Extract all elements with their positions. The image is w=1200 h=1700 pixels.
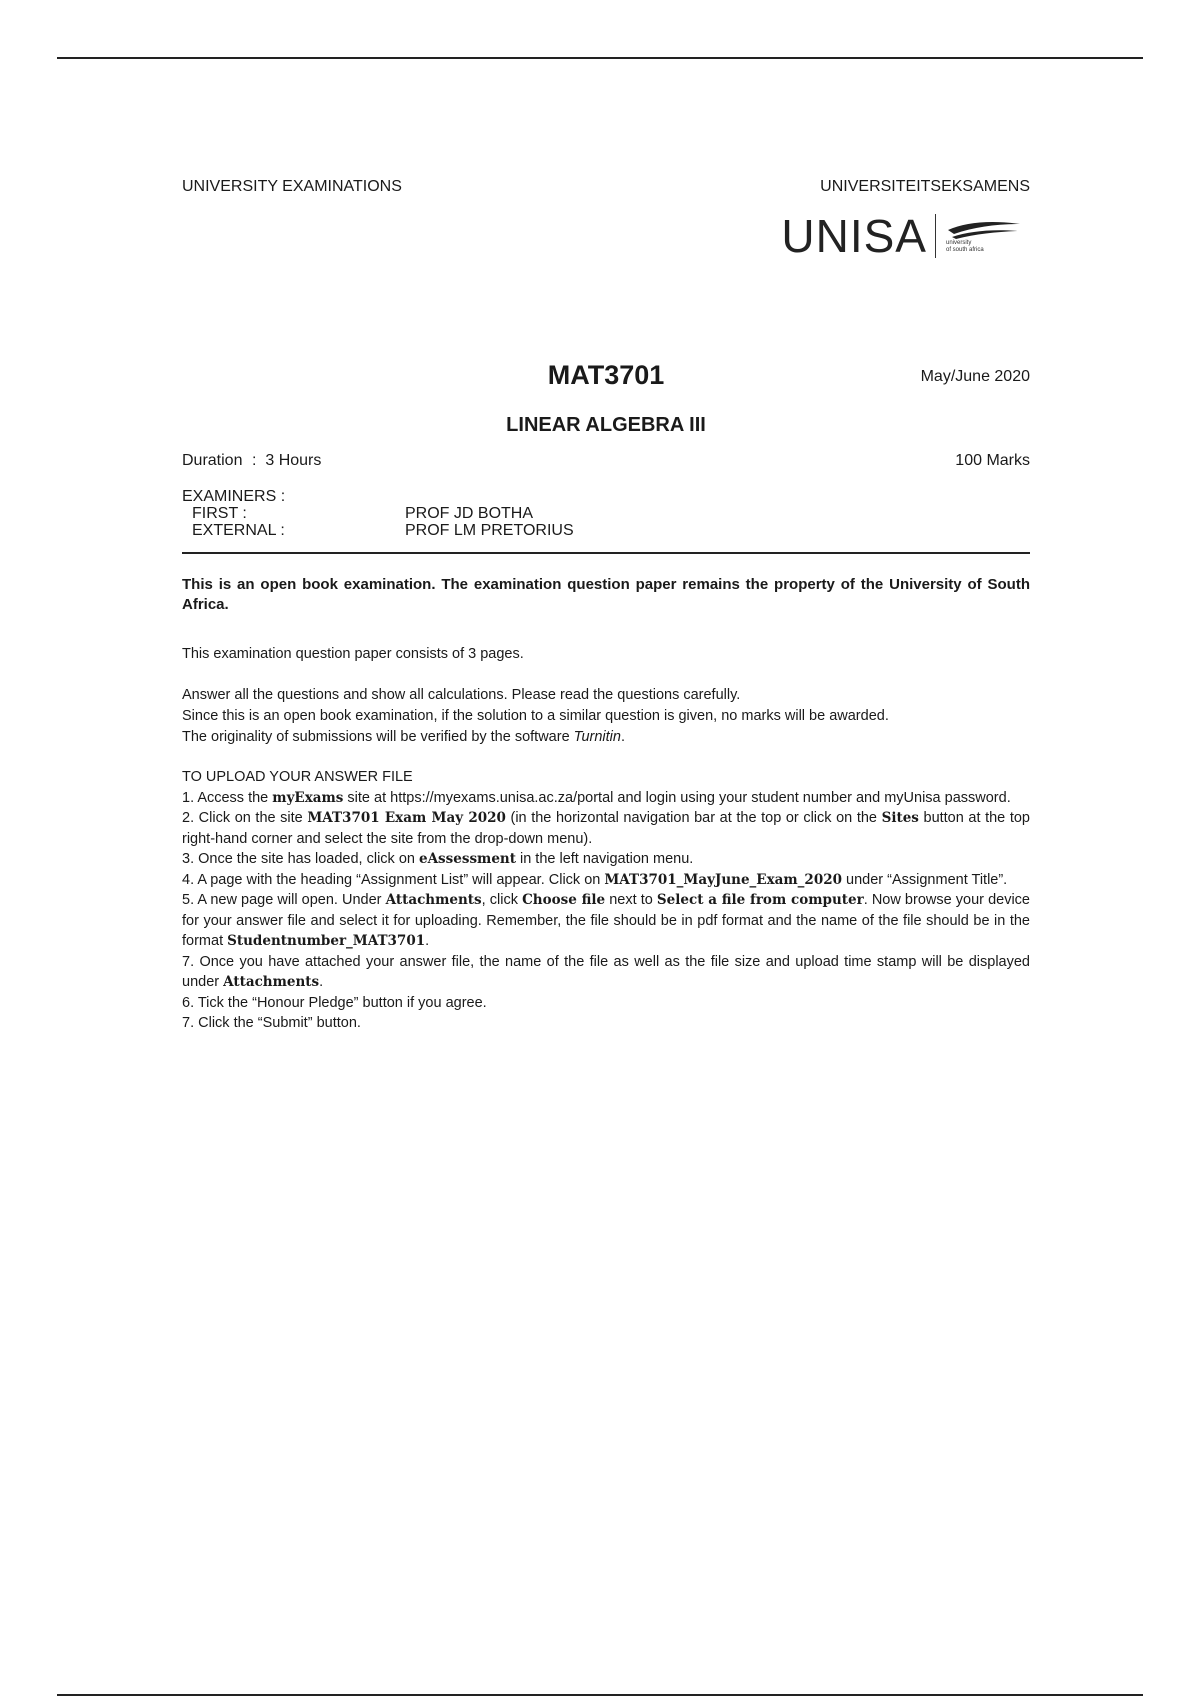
examiners-heading: EXAMINERS : (182, 488, 286, 505)
step-text: 4. A page with the heading “Assignment List” will appear. Click on (182, 871, 605, 888)
step-text: button at the top right-hand corner and select the site from the drop-down menu). (182, 810, 1030, 847)
exam-session: May/June 2020 (920, 368, 1030, 385)
upload-instructions (182, 767, 1030, 1034)
step-term: Studentnumber_MAT3701 (227, 933, 426, 949)
step-term: MAT3701_MayJune_Exam_2020 (604, 871, 842, 888)
step-text: , click (481, 892, 523, 908)
step-text: 2. Click on the site (182, 810, 308, 826)
course-title: LINEAR ALGEBRA III (506, 414, 706, 436)
step-term: Attachments (385, 892, 482, 908)
upload-step-6: 6. Tick the “Honour Pledge” button if you agree. (182, 994, 487, 1011)
step-term: Choose file (522, 892, 606, 908)
step-text: 7. Once you have attached your answer file, the name of the file as well as the file size and upload time stamp will be displayed under (182, 953, 1030, 990)
step-term: Attachments (223, 974, 320, 990)
general-instructions (182, 685, 1030, 748)
step-text: (in the horizontal navigation bar at the top or click on the (505, 810, 882, 826)
step-term: myExams (272, 789, 344, 806)
duration (182, 452, 321, 470)
step-term: eAssessment (418, 851, 516, 867)
instruction-line-2: Since this is an open book examination, if the solution to a similar question is given, no marks will be awarded. (182, 708, 889, 724)
upload-step-2 (182, 808, 1030, 849)
step-text: in the left navigation menu. (515, 851, 694, 867)
step-text: . (319, 974, 324, 990)
upload-step-5 (182, 890, 1030, 952)
turnitin-name: Turnitin (573, 729, 621, 745)
examiner-external-label: EXTERNAL : (192, 522, 285, 539)
step-text: under “Assignment Title”. (842, 871, 1008, 888)
upload-step-1 (182, 788, 1030, 809)
upload-heading: TO UPLOAD YOUR ANSWER FILE (182, 769, 413, 785)
examiners-block (182, 488, 574, 539)
step-term: Sites (881, 810, 919, 826)
section-rule (182, 552, 1030, 554)
duration-label: Duration (182, 452, 243, 469)
upload-step-7a (182, 952, 1030, 993)
step-text: 1. Access the (182, 789, 273, 806)
pages-note: This examination question paper consists of 3 pages. (182, 646, 524, 662)
logo-emblem (946, 218, 1022, 254)
upload-step-4 (182, 870, 1030, 891)
step-text: . (425, 933, 430, 949)
upload-step-3 (182, 849, 1030, 870)
duration-value: 3 Hours (265, 452, 322, 469)
logo-tagline-1: university (946, 240, 972, 246)
header-right: UNIVERSITEITSEKSAMENS (820, 178, 1030, 195)
logo-divider (935, 214, 936, 258)
step-text: 3. Once the site has loaded, click on (182, 851, 419, 867)
examiner-first-label: FIRST : (192, 505, 247, 522)
step-text: . Now browse your device for your answer file and select it for uploading. Remember, the file should be in pdf format and the name of the file should be in the format (182, 892, 1030, 949)
logo-swoosh-icon (946, 218, 1022, 240)
logo-tagline-2: of south africa (946, 247, 984, 253)
logo-wordmark: UNISA (781, 210, 927, 262)
step-term: MAT3701 Exam May 2020 (307, 810, 506, 826)
step-term: Select a file from computer (656, 892, 864, 908)
step-text: 5. A new page will open. Under (182, 892, 386, 908)
header-left: UNIVERSITY EXAMINATIONS (182, 178, 402, 195)
examiner-first-row (182, 505, 574, 522)
unisa-logo (781, 208, 1022, 264)
top-rule (57, 57, 1143, 59)
upload-step-7b: 7. Click the “Submit” button. (182, 1015, 361, 1031)
total-marks: 100 Marks (955, 452, 1030, 469)
examiner-first-name: PROF JD BOTHA (405, 505, 534, 522)
instruction-line-3-text: The originality of submissions will be verified by the software (182, 729, 574, 745)
instruction-line-3-end: . (620, 729, 625, 745)
course-code: MAT3701 (547, 360, 665, 390)
duration-separator: : (252, 452, 257, 469)
instruction-line-1: Answer all the questions and show all calculations. Please read the questions carefully. (182, 687, 741, 703)
instruction-line-3 (182, 727, 1030, 748)
examiner-external-name: PROF LM PRETORIUS (405, 522, 574, 539)
step-text: site at https://myexams.unisa.ac.za/portal and login using your student number and myUnisa password. (343, 789, 1011, 806)
step-text: next to (605, 892, 657, 908)
examiner-external-row (182, 522, 574, 539)
bottom-rule (57, 1694, 1143, 1696)
open-book-notice: This is an open book examination. The examination question paper remains the property of the University of South Africa. (182, 576, 1030, 613)
